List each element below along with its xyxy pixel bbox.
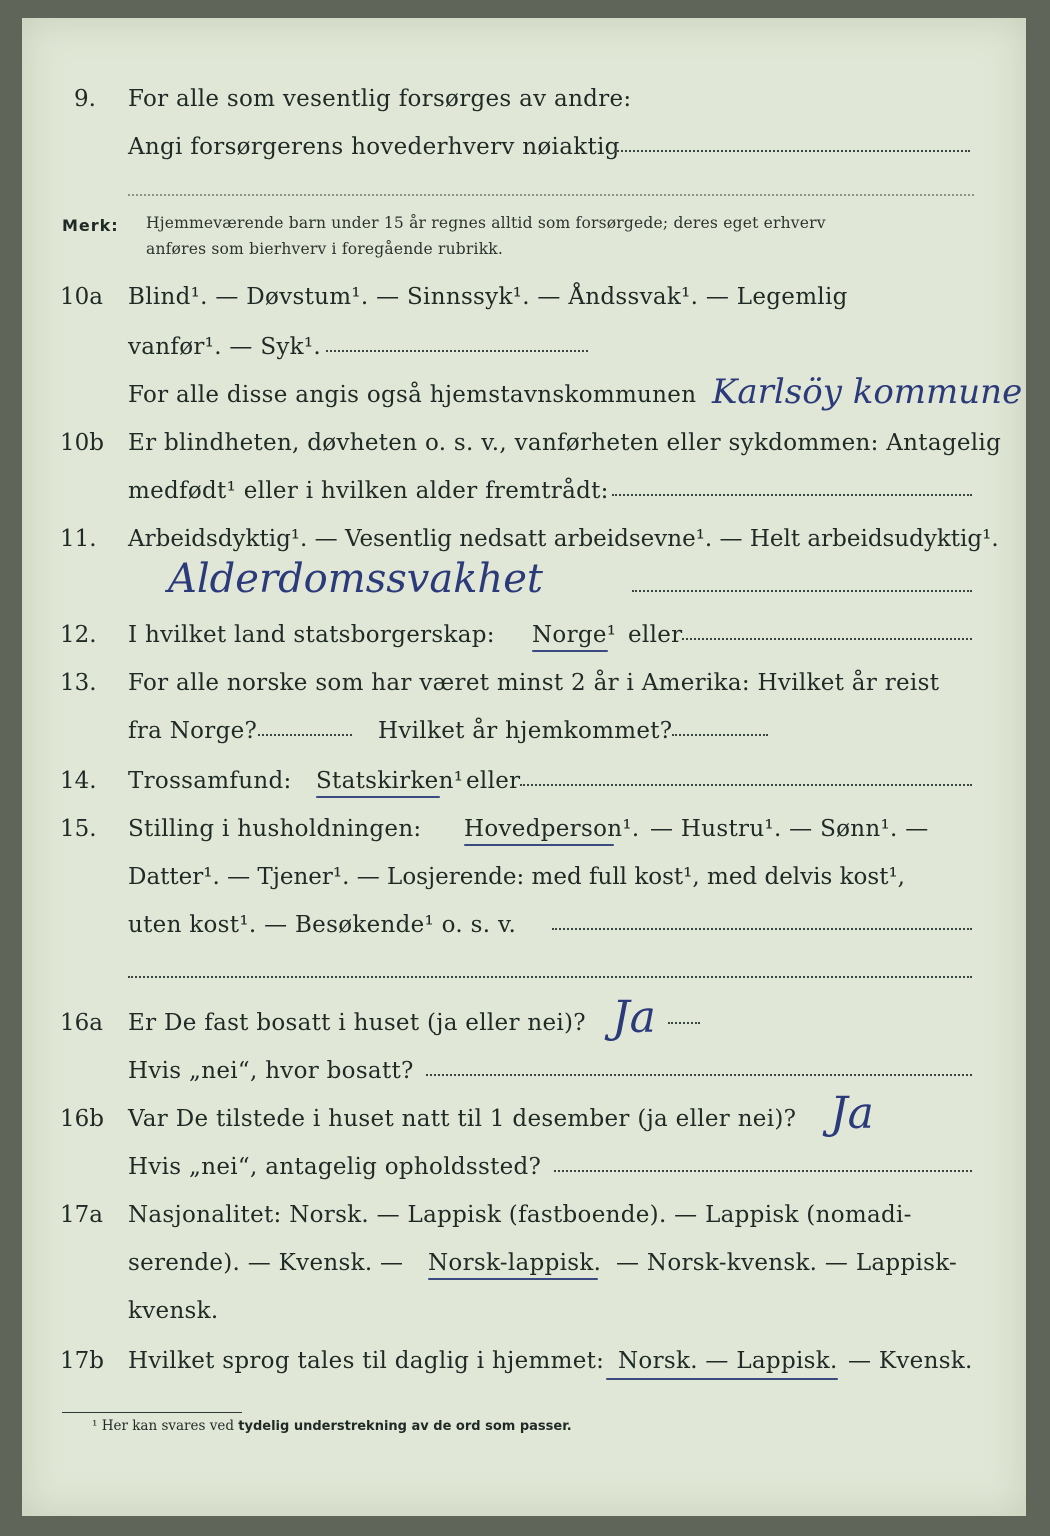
q13-reist-line: [258, 734, 352, 736]
q9-line1: For alle som vesentlig forsørges av andre:: [128, 86, 632, 112]
q15-answer-line: [552, 928, 972, 930]
footnote: [92, 1418, 572, 1434]
q13-line2b: Hvilket år hjemkommet?: [378, 718, 673, 744]
q12-rest: eller: [628, 622, 683, 648]
q13-number: 13.: [60, 670, 97, 696]
q14-answer-line: [520, 784, 972, 786]
q15-number: 15.: [60, 816, 97, 842]
q14-label: Trossamfund:: [128, 768, 292, 794]
footnote-bold: tydelig understrekning av de ord som passer.: [238, 1419, 572, 1434]
q16a-line1: Er De fast bosatt i huset (ja eller nei)?: [128, 1010, 586, 1036]
q11-handwritten-answer: Alderdomssvakhet: [168, 556, 543, 602]
q17a-option-norsk-lappisk: Norsk-lappisk.: [428, 1250, 602, 1276]
q10a-line3: For alle disse angis også hjemstavnskommunen: [128, 382, 697, 408]
q17b-norsk-lappisk-underline: [606, 1378, 838, 1380]
q17a-norsk-lappisk-underline: [428, 1278, 598, 1280]
q11-line1: Arbeidsdyktig¹. — Vesentlig nedsatt arbeidsevne¹. — Helt arbeidsudyktig¹.: [128, 526, 999, 552]
q9-answer-line-2: [128, 194, 974, 196]
q17b-line1: Hvilket sprog tales til daglig i hjemmet:: [128, 1348, 605, 1374]
q10a-handwritten-answer: Karlsöy kommune: [712, 372, 1023, 412]
q17a-number: 17a: [60, 1202, 103, 1228]
q12-line1: I hvilket land statsborgerskap:: [128, 622, 495, 648]
q11-number: 11.: [60, 526, 97, 552]
q10b-number: 10b: [60, 430, 104, 456]
q17a-line2b: — Norsk-kvensk. — Lappisk-: [616, 1250, 958, 1276]
q12-option-norge: Norge¹: [532, 622, 617, 648]
q15-label: Stilling i husholdningen:: [128, 816, 422, 842]
q14-number: 14.: [60, 768, 97, 794]
q15-line3: uten kost¹. — Besøkende¹ o. s. v.: [128, 912, 517, 938]
q17b-number: 17b: [60, 1348, 104, 1374]
q10b-line2: medfødt¹ eller i hvilken alder fremtrådt:: [128, 478, 609, 504]
q14-rest: eller: [466, 768, 521, 794]
q13-line1: For alle norske som har været minst 2 år i Amerika: Hvilket år reist: [128, 670, 940, 696]
q9-number: 9.: [74, 86, 96, 112]
q11-answer-line: [632, 590, 972, 592]
q10a-line1: Blind¹. — Døvstum¹. — Sinnssyk¹. — Åndssvak¹. — Legemlig: [128, 284, 848, 310]
q14-option-statskirken: Statskirken¹: [316, 768, 464, 794]
footnote-plain: Her kan svares ved: [101, 1418, 234, 1434]
footnote-mark: ¹: [92, 1418, 98, 1434]
q14-statskirken-underline: [316, 796, 440, 798]
census-form-page: [22, 18, 1026, 1516]
q16b-number: 16b: [60, 1106, 104, 1132]
q17b-option-norsk-lappisk: Norsk. — Lappisk.: [618, 1348, 838, 1374]
q12-number: 12.: [60, 622, 97, 648]
q16b-handwritten-answer: Ja: [830, 1088, 874, 1139]
q16b-line1: Var De tilstede i huset natt til 1 desember (ja eller nei)?: [128, 1106, 797, 1132]
merk-line2: anføres som bierhverv i foregående rubrikk.: [146, 240, 504, 258]
q16b-line2: Hvis „nei“, antagelig opholdssted?: [128, 1154, 542, 1180]
merk-label: Merk:: [62, 216, 119, 235]
q15-option-hovedperson: Hovedperson¹.: [464, 816, 640, 842]
q10a-number: 10a: [60, 284, 103, 310]
q9-answer-line: [614, 150, 970, 152]
q16b-opholdssted-line: [554, 1170, 972, 1172]
q16a-number: 16a: [60, 1010, 103, 1036]
q17a-line3: kvensk.: [128, 1298, 219, 1324]
q15-line2: Datter¹. — Tjener¹. — Losjerende: med full kost¹, med delvis kost¹,: [128, 864, 905, 890]
q10a-line2-dots: [326, 350, 588, 352]
q12-answer-line: [682, 638, 972, 640]
q15-rest: — Hustru¹. — Sønn¹. —: [650, 816, 929, 842]
q17a-line1: Nasjonalitet: Norsk. — Lappisk (fastboende). — Lappisk (nomadi-: [128, 1202, 912, 1228]
q15-answer-line-2: [128, 976, 972, 978]
q16a-bosatt-line: [426, 1074, 972, 1076]
q12-norge-underline: [532, 650, 608, 652]
q10a-line2: vanfør¹. — Syk¹.: [128, 334, 322, 360]
merk-line1: Hjemmeværende barn under 15 år regnes alltid som forsørgede; deres eget erhverv: [146, 214, 826, 232]
q10b-line1: Er blindheten, døvheten o. s. v., vanførheten eller sykdommen: Antagelig: [128, 430, 1002, 456]
q16a-handwritten-answer: Ja: [612, 992, 656, 1043]
q17a-line2a: serende). — Kvensk. —: [128, 1250, 404, 1276]
q13-line2a: fra Norge?: [128, 718, 258, 744]
q16a-line2: Hvis „nei“, hvor bosatt?: [128, 1058, 414, 1084]
q13-hjemkommet-line: [672, 734, 768, 736]
q15-hovedperson-underline: [464, 844, 614, 846]
q9-line2: Angi forsørgerens hovederhverv nøiaktig: [128, 134, 620, 160]
q16a-answer-line: [668, 1022, 700, 1024]
footnote-rule: [62, 1412, 242, 1413]
q10b-answer-line: [612, 494, 972, 496]
q17b-rest: — Kvensk.: [848, 1348, 973, 1374]
